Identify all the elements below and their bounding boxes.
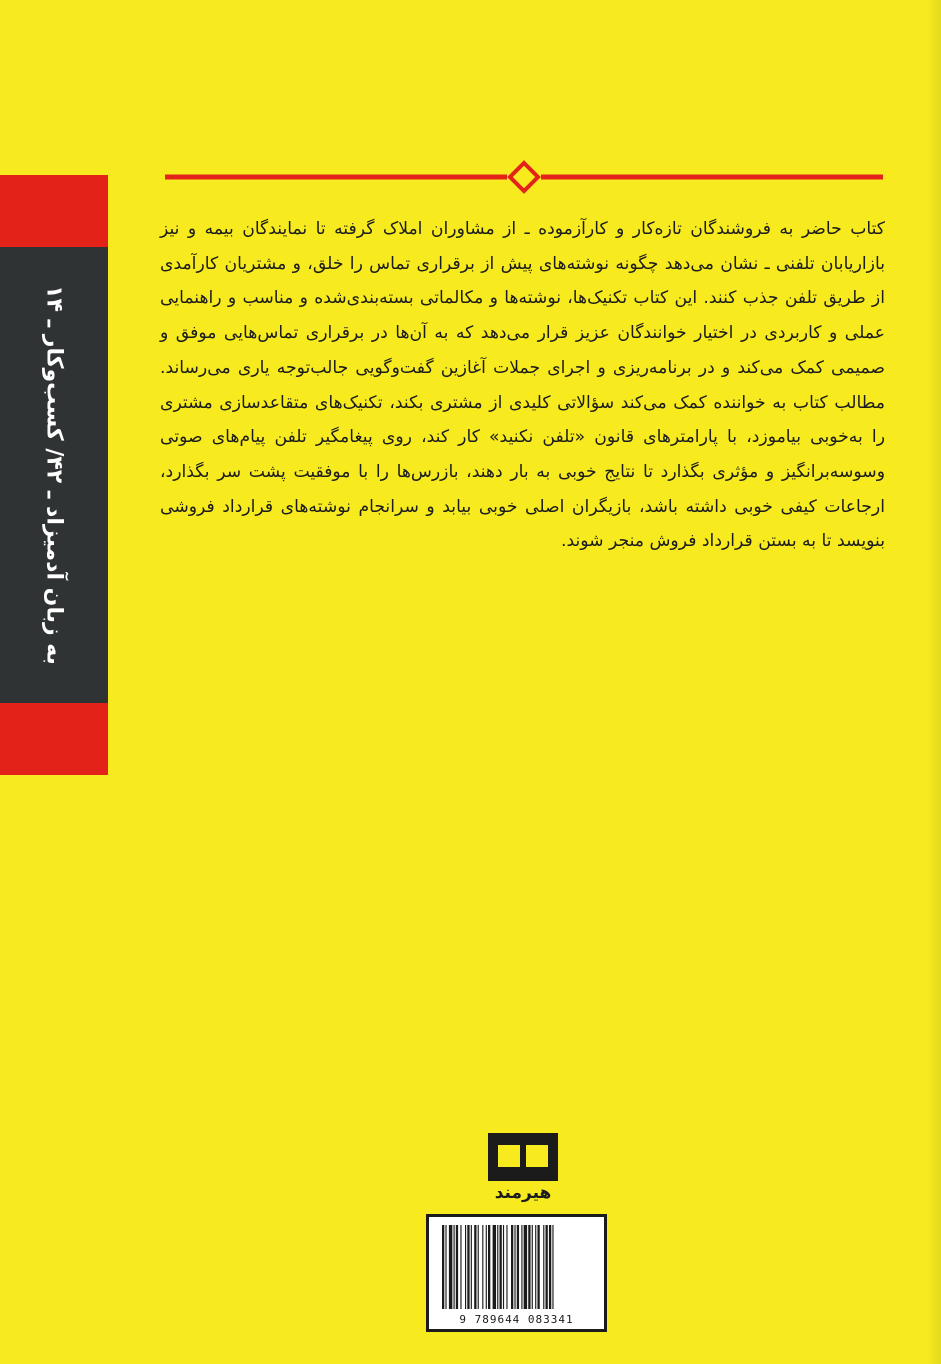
barcode-bar (521, 1225, 522, 1309)
barcode-bar (493, 1225, 496, 1309)
barcode-bar (517, 1225, 519, 1309)
logo-window-right (526, 1145, 548, 1167)
barcode-bars (442, 1225, 592, 1309)
barcode-bar (552, 1225, 553, 1309)
barcode-bar (537, 1225, 539, 1309)
barcode-bar (474, 1225, 476, 1309)
logo-window-left (498, 1145, 520, 1167)
barcode-bar (514, 1225, 515, 1309)
isbn-number: 9 789644 083341 (459, 1313, 574, 1326)
barcode-bar (445, 1225, 446, 1309)
barcode-bar (535, 1225, 536, 1309)
barcode-bar (467, 1225, 469, 1309)
barcode-bar (524, 1225, 527, 1309)
series-text-container (0, 247, 108, 703)
barcode-bar (456, 1225, 458, 1309)
barcode-bar (532, 1225, 533, 1309)
series-title: به زبان آدمیزاد ـ ۴۲/ کسب‌وکار ـ ۱۴ (41, 285, 67, 665)
barcode-bar (506, 1225, 507, 1309)
barcode-bar (488, 1225, 490, 1309)
blurb-text: کتاب حاضر به فروشندگان تازه‌کار و کارآزموده ـ از مشاوران املاک گرفته تا نمایندگان بیمه و نیز بازاریابان تلفنی ـ نشان می‌دهد چگونه نوشته‌های پیش از برقراری تماس را خلق، و مشتریان کارآمدی از طریق تلفن جذب کنند. این کتاب تکنیک‌ها، نوشته‌ها و مکالماتی بسته‌بندی‌شده و مناسب و راهنمایی عملی و کاربردی در اختیار خوانندگان عزیز قرار می‌دهد که به آن‌ها در برقراری تماس‌هایی موفق و صمیمی کمک می‌کند و در برنامه‌ریزی و اجرای جملات آغازین گفت‌وگویی جالب‌توجه یاری می‌رساند. مطالب کتاب به خواننده کمک می‌کند سؤالاتی کلیدی از مشتری بکند، تکنیک‌های متقاعدسازی مشتری را به‌خوبی بیاموزد، با پارامترهای قانون «تلفن نکنید» کار کند، روی پیغامگیر تلفن پیام‌های صوتی وسوسه‌برانگیز و مؤثری بگذارد تا نتایج خوبی به بار دهند، بازرس‌ها را با موفقیت پشت سر بگذارد، ارجاعات کیفی خوبی داشته باشد، بازیگران اصلی خوبی بیابد و سرانجام نوشته‌های قرارداد فروشی بنویسد تا به بستن قرارداد فروش منجر شوند. (160, 219, 885, 552)
barcode-bar (471, 1225, 472, 1309)
barcode-bar (549, 1225, 551, 1309)
publisher-logo (484, 1133, 562, 1211)
barcode-bar (478, 1225, 479, 1309)
cover-edge-shadow (927, 0, 941, 1364)
publisher-logo-mark (488, 1133, 558, 1181)
barcode-bar (454, 1225, 455, 1309)
barcode-bar (465, 1225, 466, 1309)
barcode-bar (442, 1225, 444, 1309)
barcode-bar (486, 1225, 487, 1309)
barcode-bar (460, 1225, 461, 1309)
barcode-bar (449, 1225, 452, 1309)
ornament-divider (165, 160, 883, 194)
publisher-name: هیرمند (494, 1183, 552, 1203)
barcode (426, 1214, 607, 1332)
series-band-red-top (0, 175, 108, 247)
barcode-bar (482, 1225, 483, 1309)
barcode-bar (503, 1225, 504, 1309)
barcode-bar (497, 1225, 498, 1309)
barcode-bar (500, 1225, 502, 1309)
barcode-bar (546, 1225, 548, 1309)
series-band-red-bottom (0, 703, 108, 775)
barcode-bar (528, 1225, 530, 1309)
barcode-bar (511, 1225, 513, 1309)
divider-diamond-icon (510, 163, 538, 191)
series-band (0, 175, 108, 775)
barcode-bar (543, 1225, 544, 1309)
